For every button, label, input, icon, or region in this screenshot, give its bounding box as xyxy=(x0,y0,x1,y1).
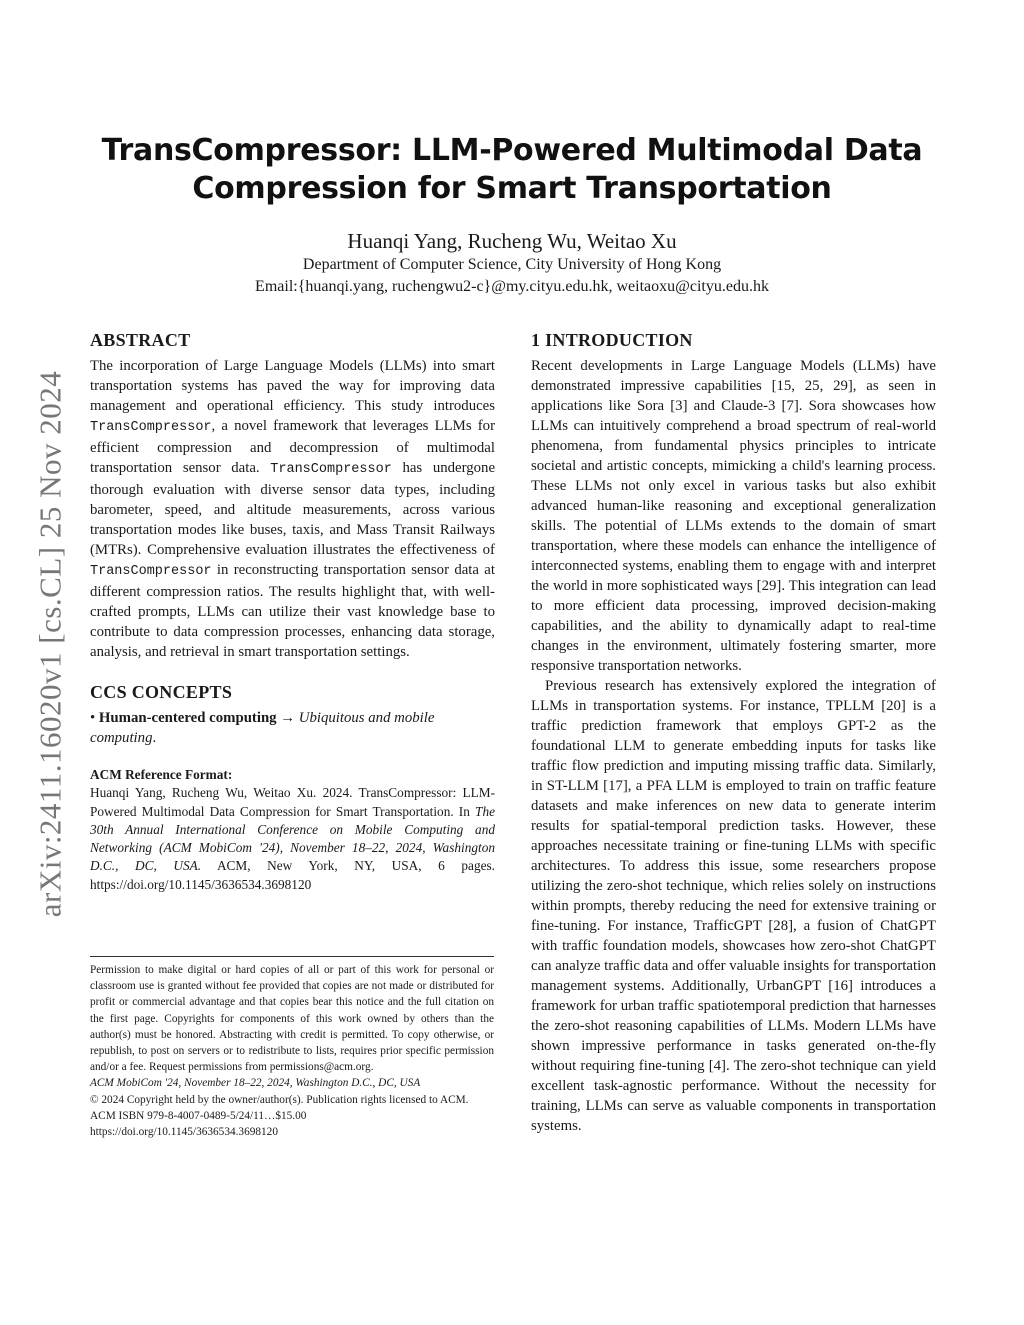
ccs-arrow: → xyxy=(276,710,299,726)
abstract-text-1: The incorporation of Large Language Models (LLMs) into smart transportation systems has paved the way for improving data management and operational efficiency. This study introduces xyxy=(90,358,495,414)
acm-reference-heading: ACM Reference Format: xyxy=(90,767,233,782)
ccs-heading: CCS CONCEPTS xyxy=(90,682,233,702)
introduction-paragraph-1: Recent developments in Large Language Models (LLMs) have demonstrated impressive capabilities [15, 25, 29], as seen in applications like Sora [3] and Claude-3 [7]. Sora showcases how LLMs can intuitively comprehend a broad spectrum of real-world phenomena, from fundamental physics principles to intricate societal and artistic concepts, mimicking a child's learning process. These LLMs not only excel in various tasks but also exhibit advanced human-like reasoning and exceptional generalization skills. The potential of LLMs extends to the domain of smart transportation, where these models can enhance the intelligence of interconnected systems, enabling them to engage with and interpret the world in more sophisticated ways [29]. This integration can lead to more efficient data processing, improved decision-making capabilities, and the ability to dynamically adapt to real-time changes in the environment, ultimately fostering smarter, more responsive transportation networks. xyxy=(531,358,936,674)
authors: Huanqi Yang, Rucheng Wu, Weitao Xu xyxy=(347,229,677,253)
introduction-paragraph-2: Previous research has extensively explored the integration of LLMs in transportation systems. For instance, TPLLM [20] is a traffic prediction framework that employs GPT-2 as the foundational LLM to generate embedding inputs for tasks like traffic flow prediction and imputing missing traffic data. Similarly, in ST-LLM [17], a PFA LLM is employed to train on traffic feature datasets and make inferences on new data to generate interim results for spatial-temporal prediction tasks. However, these approaches necessitate training or fine-tuning LLMs with specific architectures. To address this issue, some researchers propose utilizing the zero-shot technique, which relies solely on instructions within prompts, thereby reducing the need for extensive training or fine-tuning. For instance, TrafficGPT [28], a fusion of ChatGPT with traffic foundation models, showcases how zero-shot ChatGPT can analyze traffic data and offer valuable insights for transportation management systems. Additionally, UrbanGPT [16] introduces a framework for urban traffic spatiotemporal prediction that harnesses the zero-shot reasoning capabilities of LLMs. Modern LLMs have shown impressive performance in tasks generated on-the-fly without requiring fine-tuning [4]. The zero-shot technique can yield excellent task-agnostic performance. Without the necessity for training, LLMs can serve as valuable components in transportation systems. xyxy=(531,678,936,1134)
permission-text: Permission to make digital or hard copies of all or part of this work for personal or classroom use is granted without fee provided that copies are not made or distributed for profit or commercial advantage and that copies bear this notice and the full citation on the first page. Copyrights for components of this work owned by others than the author(s) must be honored. Abstracting with credit is permitted. To copy otherwise, or republish, to post on servers or to redistribute to lists, requires prior specific permission and/or a fee. Request permissions from permissions@acm.org. xyxy=(90,964,494,1074)
introduction-heading: 1 INTRODUCTION xyxy=(531,330,693,350)
ccs-bullet: • xyxy=(90,710,96,726)
ccs-section xyxy=(90,680,495,748)
ccs-concept-item: Ubiquitous and mobile computing xyxy=(90,710,435,746)
framework-name: TransCompressor xyxy=(270,462,392,477)
abstract-text xyxy=(90,356,495,662)
permission-venue-text: ACM MobiCom '24, November 18–22, 2024, Washington D.C., DC, USA xyxy=(90,1077,421,1090)
footnote-divider xyxy=(90,956,494,957)
acm-reference-venue: The 30th Annual International Conference on Mobile Computing and Networking (ACM MobiCom '24), November 18–22, 2024, Washington D.C., DC, USA. xyxy=(90,803,495,874)
title-line-2: Compression for Smart Transportation xyxy=(192,171,832,206)
abstract-section xyxy=(90,328,495,662)
abstract-text-2: , a novel framework that leverages LLMs for efficient compression and decompression of multimodal transportation sensor data. xyxy=(90,418,495,476)
email: Email:{huanqi.yang, ruchengwu2-c}@my.cityu.edu.hk, weitaoxu@cityu.edu.hk xyxy=(255,278,769,295)
acm-reference-text-2: ACM, New York, NY, USA, 6 pages. https://doi.org/10.1145/3636534.3698120 xyxy=(90,858,495,892)
ccs-concept-category: Human-centered computing xyxy=(98,710,277,726)
permission-venue xyxy=(90,1075,494,1091)
right-column xyxy=(531,328,936,1136)
affiliation: Department of Computer Science, City University of Hong Kong xyxy=(302,256,722,273)
arxiv-identifier xyxy=(28,346,72,941)
title-line-1: TransCompressor: LLM-Powered Multimodal Data xyxy=(101,133,923,168)
left-column xyxy=(90,328,495,894)
abstract-text-4: in reconstructing transportation sensor data at different compression ratios. The results highlight that, with well-crafted prompts, LLMs can utilize their vast knowledge base to contribute to data compression processes, enhancing data storage, analysis, and retrieval in smart transportation settings. xyxy=(90,562,495,660)
permission-doi: https://doi.org/10.1145/3636534.3698120 xyxy=(90,1126,278,1139)
permission-block xyxy=(90,962,494,1140)
acm-reference-text xyxy=(90,784,495,894)
acm-reference-text-1: Huanqi Yang, Rucheng Wu, Weitao Xu. 2024. TransCompressor: LLM-Powered Multimodal Data Compression for Smart Transportation. In xyxy=(90,785,495,819)
framework-name: TransCompressor xyxy=(90,564,212,579)
permission-copyright: © 2024 Copyright held by the owner/author(s). Publication rights licensed to ACM. xyxy=(90,1093,469,1106)
ccs-end: . xyxy=(152,730,157,746)
paper-title xyxy=(90,132,934,208)
abstract-heading: ABSTRACT xyxy=(90,330,191,350)
acm-reference xyxy=(90,766,495,894)
introduction-section xyxy=(531,328,936,1136)
permission-isbn: ACM ISBN 979-8-4007-0489-5/24/11…$15.00 xyxy=(90,1109,307,1122)
ccs-concepts xyxy=(90,708,495,748)
abstract-text-3: has undergone thorough evaluation with diverse sensor data types, including barometer, speed, and altitude measurements, across various transportation modes like buses, taxis, and Mass Transit Railways (MTRs). Comprehensive evaluation illustrates the effectiveness of xyxy=(90,460,496,558)
arxiv-identifier-text: arXiv:2411.16020v1 [cs.CL] 25 Nov 2024 xyxy=(32,370,68,917)
framework-name: TransCompressor xyxy=(90,420,212,435)
